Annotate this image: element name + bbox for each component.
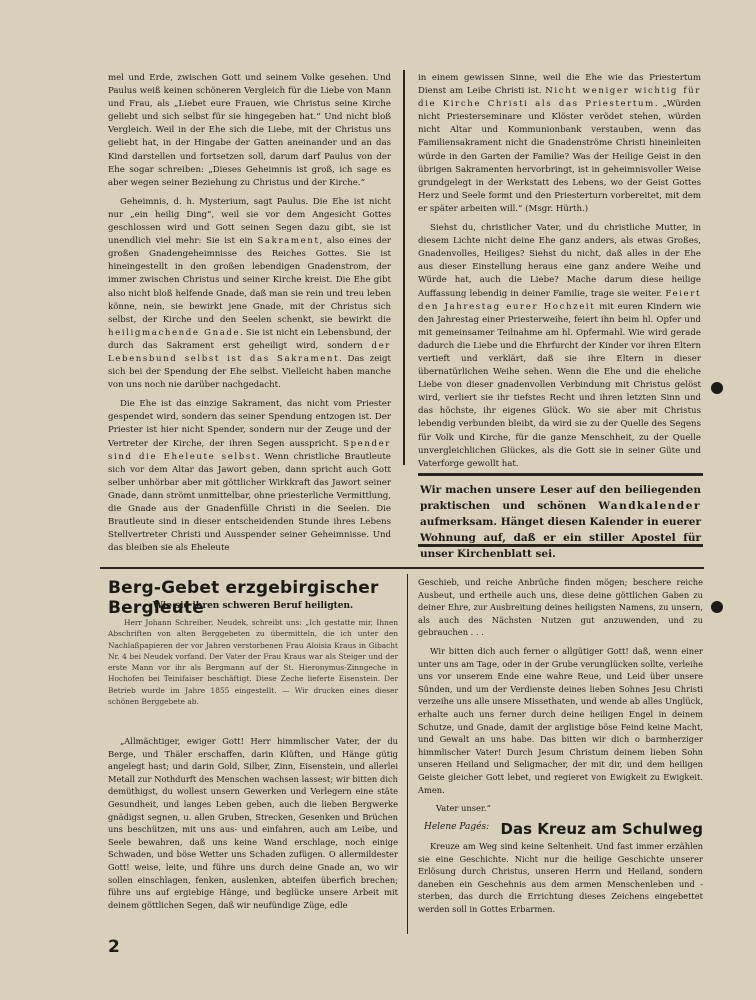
paragraph: mel und Erde, zwischen Gott und seinem Volke gesehen. Und Paulus weiß keinen schöneren Vergleich für die Liebe von Mann und Frau, als „Liebet eure Frauen, wie Christus seine Kirche geliebt und sich selbst für sie hingegeben hat.“ Und nicht bloß Vergleich. Weil in der Ehe sich die Liebe, mit der Christus uns geliebt hat, in der Hingabe der Gatten aneinander und an das Kind darstellen und fortsetzen soll, darum darf Paulus von der Ehe sogar schreiben: „Dieses Geheimnis ist groß, ich sage es aber wegen seiner Beziehung zu Christus und der Kirche.“ — [108, 73, 391, 188]
berg-gebet-prayer: „Allmächtiger, ewiger Gott! Herr himmlischer Vater, der du Berge, und Thäler erschaffen, darin Klüften, und Hänge gütig angelegt hast; und darin Gold, Silber, Zinn, Eisenstein, und allerlei Metall zur Nothdurft des Menschen wachsen lassest; wir bitten dich demüthigst, du wollest unsern Gewerken und Verlegern eine stäte Gesundheit, und langes Leben geben, auch die lieben Bergwerke gnädigst segnen, u. allen Gruben, Strecken, Gesenken und Brüchen uns beschützen, mit uns aus- und einfahren, auch am Leibe, und Seele bewahren, daß uns keine Wand erschlage, noch einige Schwaden, und böse Wetter uns Schaden zufügen. O allermildester Gott! weise, leite, und führe uns durch deine Gnade an, wo wir sollen einschlagen, fenken, auslenken, abteifen überfich brechen; führe uns auf ergiebige Hänge, und beglücke unsere Arbeit mit deinem göttlichen Segen, daß wir neufündige Züge, edle — [108, 736, 398, 910]
paragraph: Geheimnis, d. h. Mysterium, sagt Paulus. Die Ehe ist nicht nur „ein heilig Ding“, weil sie vor dem Angesicht Gottes geschlossen wird und Gott seinen Segen dazu gibt, sie ist unendlich viel mehr: Sie ist ein Sakrament, also eines der großen Gnadengeheimnisse des Reiches Gottes. Sie ist hineingestellt in den großen lebendigen Gnadenstrom, der immer zwischen Christus und seiner Kirche kreist. Die Ehe gibt also nicht bloß helfende Gnade, daß man sie rein und treu leben könne, nein, sie bewirkt jene Gnade, mit der Christus sich selbst, der Kirche und den Seelen schenkt, sie bewirkt die heiligmachende Gnade. Sie ist nicht ein Lebensbund, der durch das Sakrament erst geheiligt wird, sondern der Lebensbund selbst ist das Sakrament. Das zeigt sich bei der Spendung der Ehe selbst. Vielleicht haben manche von uns noch nie darüber nachgedacht. — [108, 196, 392, 391]
paragraph: Wir bitten dich auch ferner o allgütiger Gott! daß, wenn einer unter uns am Tage, oder in der Grube verunglücken sollte, verleihe uns vor unserem Ende eine wahre Reue, und Leid über unsere Sünden, und um der Verdienste deines lieben Sohnes Jesu Christi verzeihe uns alle unsere Missethaten, und wende ab alles Unglück, erhalte auch uns ferner durch deine heiligen Engel in deinem Schutze, und Gnade, damit der arglistige böse Feind keine Macht, und Gewalt an uns habe. Das bitten wir dich o barmherziger himmlischer Vater! Durch Jesum Christum deinem lieben Sohn unseren Heiland und Seligmacher, der mit dir, und dem heiligen Geiste gleicher Gott lebet, und regieret von Ewigkeit zu Ewigkeit. Amen. — [418, 645, 703, 795]
berg-gebet-headline: Berg-Gebet erzgebirgischer Bergleute — [108, 578, 379, 618]
kreuz-headline: Das Kreuz am Schulweg — [500, 820, 703, 838]
kreuz-author: Helene Pagés: — [424, 822, 490, 832]
marriage-article-column-left — [108, 72, 391, 555]
kreuz-heading-row — [418, 820, 703, 840]
kreuz-article-text: Kreuze am Weg sind keine Seltenheit. Und fast immer erzählen sie eine Geschichte. Nicht nur die heilige Geschichte unserer Erlösung durch Christus, unseren Herrn und Heiland, sondern daneben ein Geschehnis aus dem armen Menschenleben und -sterben, das durch die Errichtung dieses Zeichens eingebettet werden soll in Gottes Erbarmen. — [418, 841, 703, 914]
berg-gebet-intro: Herr Johann Schreiber, Neudek, schreibt uns: „Ich gestatte mir, Ihnen Abschriften von alten Berggebeten zu übermitteln, die ich unter den Nachlaßpapieren der vor Jahren verstorbenen Frau Aloisia Kraus in Gibacht Nr. 4 bei Neudek vorfand. Der Vater der Frau Kraus war als Steiger und der erste Mann vor ihr als Bergmann auf der St. Hieronymus-Zinngeche in Hochofen bei Teinifaiser beschäftigt. Diese Zeche lieferte Eisenstein. Der Betrieb wurde im Jahre 1855 eingestellt. — Wir drucken eines dieser schönen Berggebete ab. — [108, 618, 398, 707]
paragraph: Die Ehe ist das einzige Sakrament, das nicht vom Priester gespendet wird, sondern das seiner Spendung entzogen ist. Der Priester ist hier nicht Spender, sondern nur der Zeuge und der Vertreter der Kirche, der ihren Segen ausspricht. Spender sind die Eheleute selbst. Wenn christliche Brautleute sich vor dem Altar das Jawort geben, dann spricht auch Gott selber unhörbar aber mit göttlicher Wirkkraft das Jawort seiner Gnade, dann strömt unmittelbar, ohne priesterliche Vermittlung, die Gnade aus der Gnadenfülle Christi in die Seelen. Die Brautleute sind in dieser entscheidenden Stunde ihres Lebens Stellvertreter Christi und Ausspender seiner Geheimnisse. Und das bleiben sie als Eheleute — [108, 399, 391, 554]
calendar-notice-box: Wir machen unsere Leser auf den beiliegenden praktischen und schönen Wandkalender aufmerksam. Hänget diesen Kalender in euerer Wohnung auf, daß er ein stiller Apostel für unser Kirchenblatt sei. — [418, 473, 703, 547]
paragraph: Geschieb, und reiche Anbrüche finden mögen; beschere reiche Ausbeut, und ertheile auch uns, diese deine göttlichen Gaben zu deiner Ehre, zur Ausbreitung deines heiligsten Namens, zu unsern, als auch des Nächsten Nutzen gut anzuwenden, und zu gebrauchen . . . — [418, 577, 703, 638]
column-divider — [403, 70, 405, 465]
paragraph: Siehst du, christlicher Vater, und du christliche Mutter, in diesem Lichte nicht deine Ehe ganz anders, als etwas Großes, Gnadenvolles, Heiliges? Siehst du nicht, daß alles in der Ehe aus dieser Einstellung heraus eine ganz andere Weihe und Würde hat, auch die Liebe? Mache darum diese heilige Auffassung lebendig in deiner Familie, trage sie weiter. Feiert den Jahrestag eurer Hochzeit mit euren Kindern wie den Jahrestag einer Priesterweihe, feiert ihn beim hl. Opfer und mit gemeinsamer Teilnahme am hl. Opfermahl. Wie wird gerade dadurch die Liebe und die Ehrfurcht der Kinder vor ihren Eltern vertieft und verklärt, daß sie ihre Eltern in dieser übernatürlichen Weihe sehen. Wenn die Ehe und die eheliche Liebe von dieser gnadenvollen Verbindung mit Christus gelöst wird, verliert sie ihr tiefstes Recht und ihren letzten Sinn und das höchste, ihr eigenes Glück. Wo sie aber mit Christus lebendig verbunden bleibt, da wird sie zu der Quelle des Segens für Volk und Kirche, für die ganze Menschheit, zu der Quelle unvergleichlichen Glückes, als die Gott sie in seiner Güte und Vaterforge gewollt hat. — [418, 223, 702, 469]
berg-gebet-continuation — [418, 576, 703, 815]
signoff: Vater unser.“ — [436, 803, 491, 814]
column-divider-bottom — [407, 574, 408, 934]
marriage-article-column-right — [418, 72, 701, 471]
punch-hole — [711, 382, 723, 394]
page-number: 2 — [108, 937, 120, 957]
punch-hole — [711, 601, 723, 613]
section-divider — [100, 567, 704, 569]
paragraph: in einem gewissen Sinne, weil die Ehe wie das Priestertum Dienst am Leibe Christi ist. Nicht weniger wichtig für die Kirche Christi als das Priestertum. „Würden nicht Priesterseminare und Klöster verödet stehen, würden nicht Altar und Kommunionbank verstauben, wenn das Familiensakrament nicht die Gnadenströme Christi hineinleiten würde in den Garten der Familie? Was der Heilige Geist in den übrigen Sakramenten hervorbringt, ist in geheimnisvoller Weise grundgelegt in der Werkstatt des Lebens, wo der Geist Gottes Herz und Seele formt und den Priesterturn vorbereitet, mit dem er später arbeiten will.“ (Msgr. Hürth.) — [418, 73, 702, 214]
berg-gebet-subheadline: Wie sie ihren schweren Beruf heiligten. — [152, 601, 354, 611]
